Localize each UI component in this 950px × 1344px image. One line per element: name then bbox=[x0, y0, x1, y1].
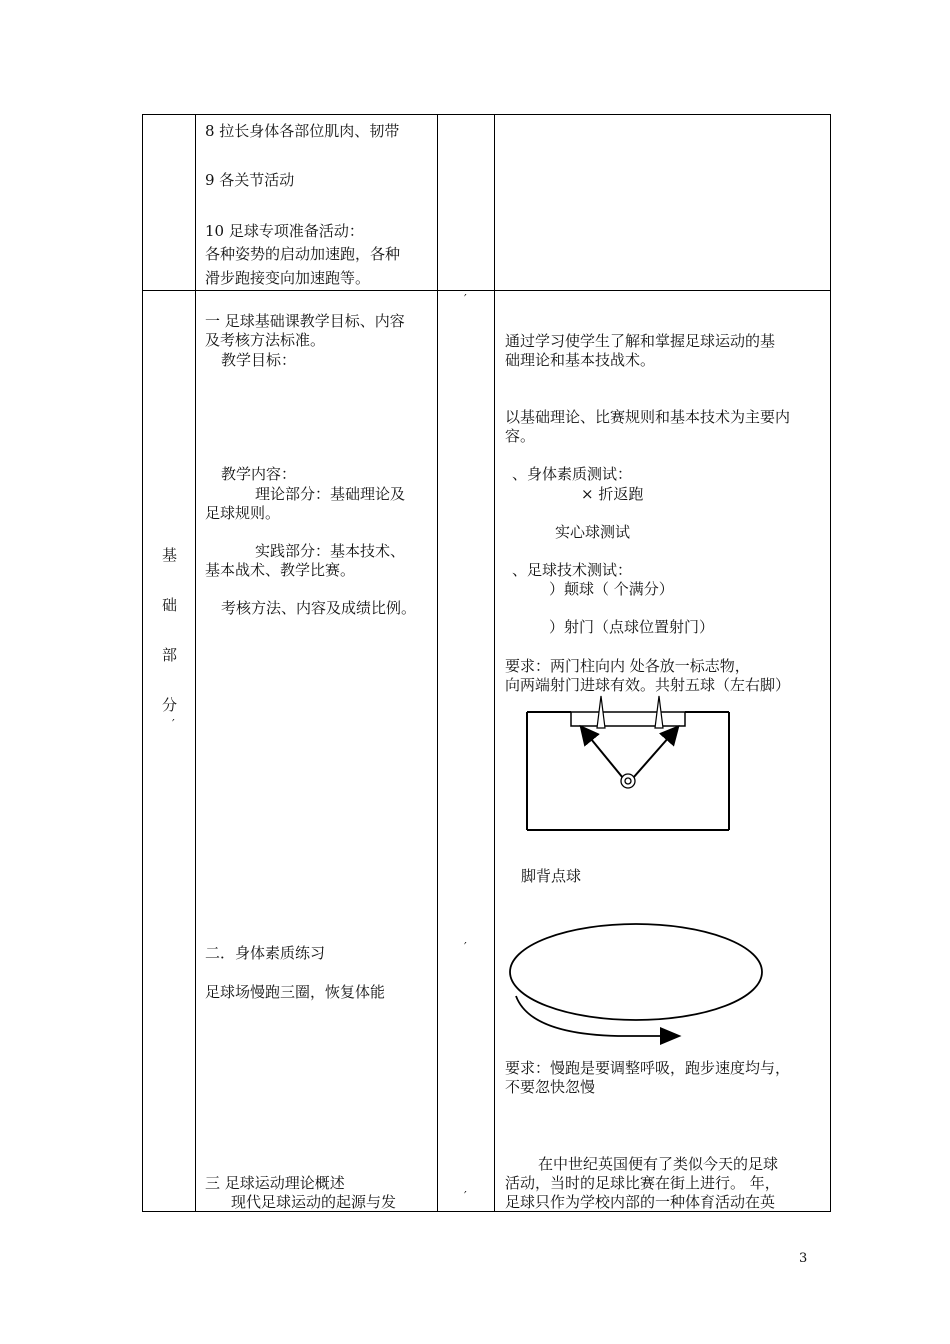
warmup-item-9: 9 各关节活动 bbox=[205, 171, 295, 189]
theory-part-line2: 足球规则。 bbox=[205, 504, 281, 522]
tick-mark: ′ bbox=[464, 940, 467, 954]
requirement-shooting-line2: 向两端射门进球有效。共射五球（左右脚） bbox=[505, 676, 791, 694]
table-col-line-5 bbox=[830, 114, 831, 1212]
ball-spot-inner bbox=[625, 778, 631, 784]
requirement-jogging-line1: 要求：慢跑是要调整呼吸，跑步速度均与， bbox=[505, 1059, 791, 1077]
running-direction-arrow bbox=[516, 996, 678, 1036]
shooting-diagram bbox=[527, 696, 732, 834]
tick-mark: ′ bbox=[464, 292, 467, 306]
section1-title-line2: 及考核方法标准。 bbox=[205, 331, 326, 349]
section-label-char-2: 础 bbox=[162, 596, 178, 614]
warmup-item-8: 8 拉长身体各部位肌肉、韧带 bbox=[205, 122, 400, 140]
section-label-char-4: 分 bbox=[162, 696, 178, 714]
jogging-track-diagram bbox=[508, 922, 768, 1048]
section3-subtitle: 现代足球运动的起源与发 bbox=[231, 1193, 397, 1211]
section2-title: 二．身体素质练习 bbox=[205, 944, 326, 962]
history-text-line2: 活动，当时的足球比赛在街上进行。 年， bbox=[505, 1174, 780, 1192]
history-text-line1: 在中世纪英国便有了类似今天的足球 bbox=[538, 1155, 779, 1173]
page-number: 3 bbox=[799, 1251, 808, 1266]
shot-arrow-left bbox=[582, 728, 623, 778]
section-label-char-1: 基 bbox=[162, 546, 178, 564]
tick-mark: ′ bbox=[464, 1189, 467, 1203]
section3-title: 三 足球运动理论概述 bbox=[205, 1174, 345, 1192]
tick-mark: ′ bbox=[172, 717, 175, 731]
table-col-line-2 bbox=[195, 114, 196, 1212]
goal-text-line2: 础理论和基本技战术。 bbox=[505, 351, 656, 369]
fitness-test-medicine-ball: 实心球测试 bbox=[555, 523, 631, 541]
section2-desc: 足球场慢跑三圈，恢复体能 bbox=[205, 983, 386, 1001]
requirement-jogging-line2: 不要忽快忽慢 bbox=[505, 1078, 596, 1096]
table-col-line-3 bbox=[437, 114, 438, 1212]
goal-area-outline bbox=[527, 712, 729, 830]
history-text-line3: 足球只作为学校内部的一种体育活动在英 bbox=[505, 1193, 776, 1211]
assessment-label: 考核方法、内容及成绩比例。 bbox=[221, 599, 417, 617]
table-row-divider bbox=[142, 290, 831, 291]
practice-part-line1: 实践部分：基本技术、 bbox=[255, 542, 406, 560]
fitness-test-shuttle: × 折返跑 bbox=[581, 485, 644, 503]
table-border-top bbox=[142, 114, 831, 115]
warmup-item-10-title: 10 足球专项准备活动： bbox=[205, 222, 364, 240]
content-text-line1: 以基础理论、比赛规则和基本技术为主要内 bbox=[505, 408, 791, 426]
table-col-line-4 bbox=[494, 114, 495, 1212]
track-oval bbox=[510, 924, 762, 1020]
section1-title-line1: 一 足球基础课教学目标、内容 bbox=[205, 312, 405, 330]
goal-text-line1: 通过学习使学生了解和掌握足球运动的基 bbox=[505, 332, 776, 350]
teaching-goal-label: 教学目标： bbox=[221, 351, 297, 369]
section-label-char-3: 部 bbox=[162, 646, 178, 664]
content-text-line2: 容。 bbox=[505, 427, 536, 445]
fitness-test-title: 、身体素质测试： bbox=[512, 465, 633, 483]
practice-part-line2: 基本战术、教学比赛。 bbox=[205, 561, 356, 579]
warmup-item-10-line1: 各种姿势的启动加速跑，各种 bbox=[205, 245, 401, 263]
skill-test-shooting: ）射门（点球位置射门） bbox=[549, 618, 715, 636]
goal-frame bbox=[571, 712, 685, 726]
diagram-caption: 脚背点球 bbox=[521, 867, 582, 885]
skill-test-juggling: ）颠球（ 个满分） bbox=[549, 580, 674, 598]
skill-test-title: 、足球技术测试： bbox=[512, 561, 633, 579]
shot-arrow-right bbox=[633, 728, 677, 778]
requirement-shooting-line1: 要求：两门柱向内 处各放一标志物， bbox=[505, 657, 750, 675]
teaching-content-label: 教学内容： bbox=[221, 465, 297, 483]
table-col-line-1 bbox=[142, 114, 143, 1212]
warmup-item-10-line2: 滑步跑接变向加速跑等。 bbox=[205, 269, 371, 287]
theory-part-line1: 理论部分：基础理论及 bbox=[255, 485, 406, 503]
